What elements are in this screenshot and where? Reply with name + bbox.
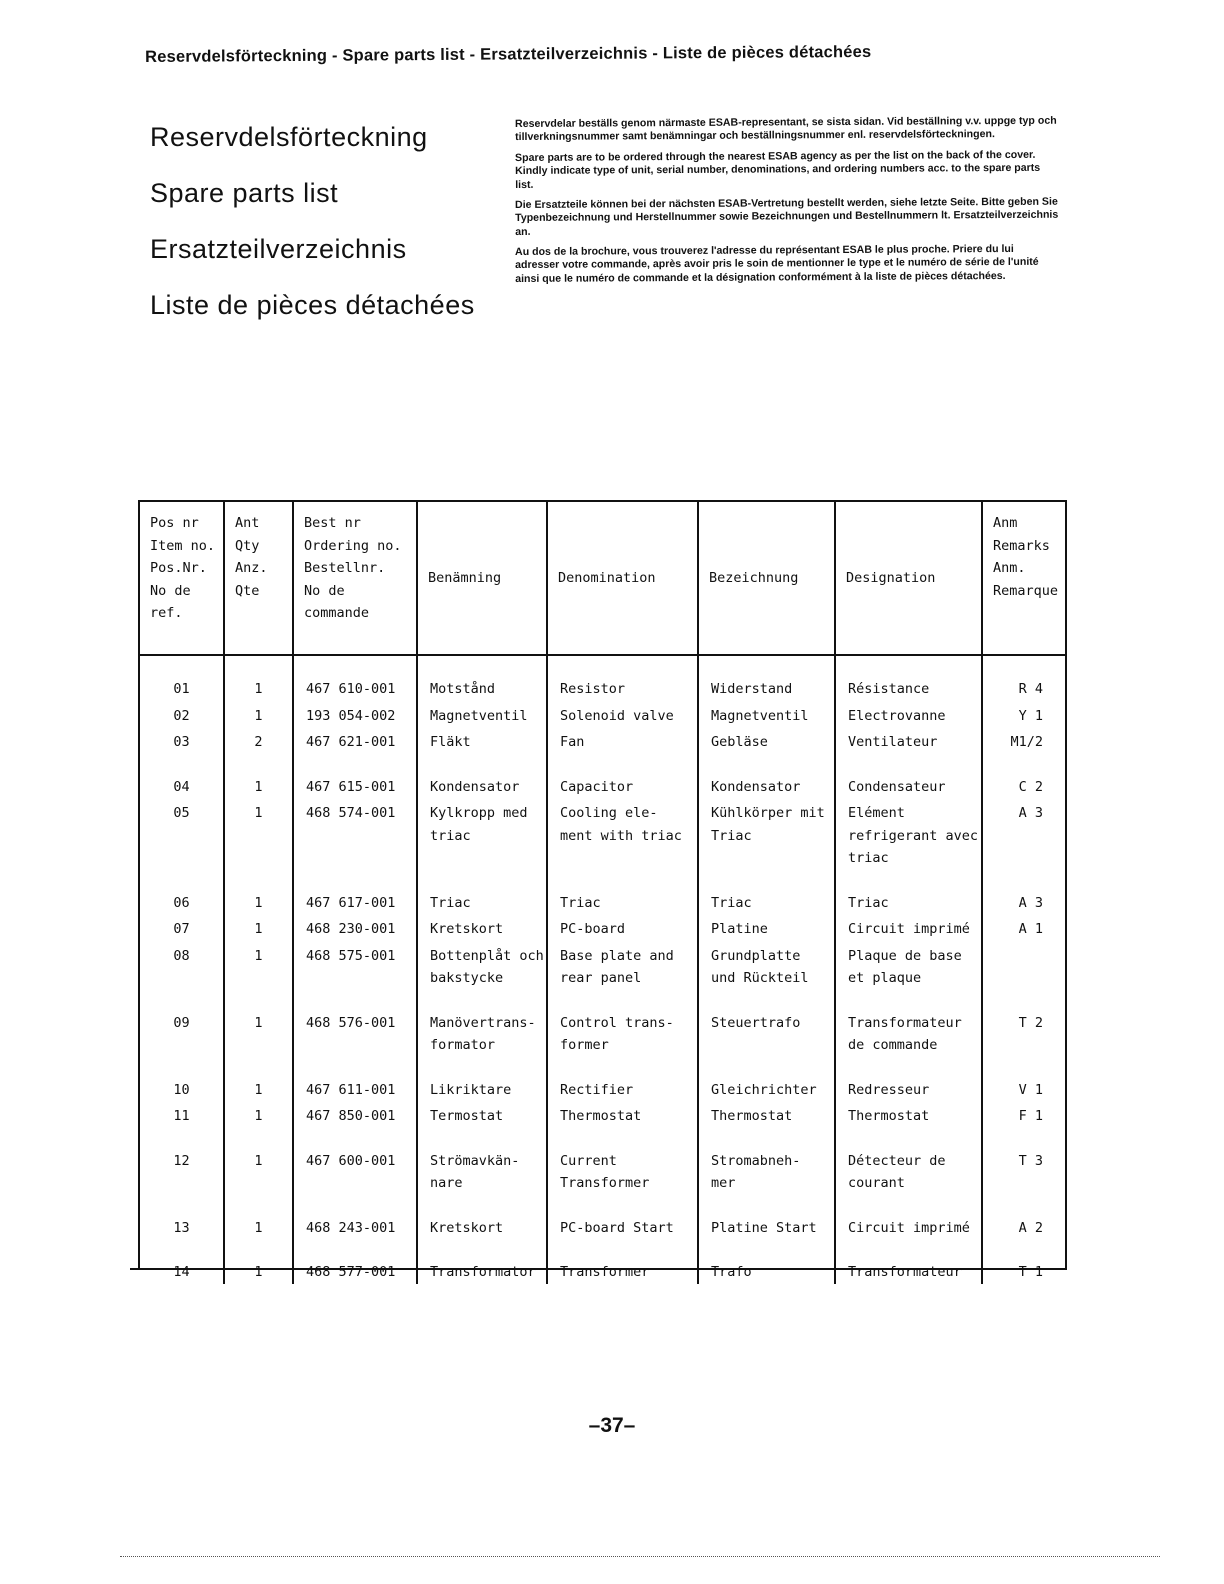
cell-pos: 04: [173, 778, 190, 795]
cell-denomination: PC-board: [547, 914, 698, 941]
table-row: [140, 1057, 1065, 1102]
cell-designation: Thermostat: [835, 1101, 982, 1128]
cell-bezeichnung: Platine Start: [698, 1195, 835, 1240]
cell-pos: 09: [173, 1014, 190, 1031]
cell-pos: 14: [173, 1264, 190, 1280]
cell-denomination: Resistor: [547, 655, 698, 701]
cell-ordering-no: 467 611-001: [293, 1057, 417, 1102]
cell-denomination: PC-board Start: [547, 1195, 698, 1240]
header-bezeichnung: Bezeichnung: [698, 502, 835, 655]
cell-qty: 1: [224, 701, 293, 728]
cell-pos: 05: [173, 805, 190, 821]
cell-ordering-no: 468 243-001: [293, 1195, 417, 1240]
cell-remarks: A 3: [982, 870, 1065, 915]
cell-pos: 13: [173, 1219, 190, 1236]
cell-designation: Ventilateur: [835, 727, 982, 754]
header-benamning: Benämning: [417, 502, 547, 655]
cell-qty: 1: [224, 1239, 293, 1284]
cell-designation: Elément refrigerant avec triac: [835, 798, 982, 870]
cell-benamning: Triac: [417, 870, 547, 915]
cell-qty: 1: [224, 914, 293, 941]
cell-denomination: Rectifier: [547, 1057, 698, 1102]
header-designation: Designation: [835, 502, 982, 655]
cell-denomination: Triac: [547, 870, 698, 915]
cell-qty: 1: [224, 754, 293, 799]
cell-ordering-no: 467 600-001: [293, 1128, 417, 1195]
cell-benamning: Kretskort: [417, 1195, 547, 1240]
cell-qty: 1: [224, 941, 293, 990]
ordering-instructions: [515, 114, 1060, 293]
footer-rule: [120, 1556, 1160, 1557]
cell-ordering-no: 467 621-001: [293, 727, 417, 754]
title-german: Ersatzteilverzeichnis: [150, 234, 407, 264]
title-english: Spare parts list: [150, 178, 339, 208]
cell-bezeichnung: Triac: [698, 870, 835, 915]
cell-ordering-no: 468 577-001: [293, 1239, 417, 1284]
cell-ordering-no: 467 610-001: [293, 655, 417, 701]
table-row: [140, 990, 1065, 1057]
table-row: [140, 701, 1065, 728]
table-row: [140, 941, 1065, 990]
table-edge-mark: [130, 1268, 140, 1270]
instruction-french: Au dos de la brochure, vous trouverez l'adresse du représentant ESAB le plus proche. Priere du lui adresser votre commande, après avoir pris le soin de mentionner le type et le numéro de série de l'unité ainsi que le numéro de commande et la désignation conformément à la liste de pièces détachées.: [515, 243, 1039, 286]
instruction-english: Spare parts are to be ordered through the nearest ESAB agency as per the list on the back of the cover. Kindly indicate type of unit, serial number, denominations, and ordering numbers acc. to the spare parts list.: [515, 148, 1041, 191]
cell-designation: Transformateur: [835, 1239, 982, 1284]
cell-benamning: Manövertrans- formator: [417, 990, 547, 1057]
cell-designation: Electrovanne: [835, 701, 982, 728]
cell-remarks: T 2: [982, 990, 1065, 1057]
cell-denomination: Current Transformer: [547, 1128, 698, 1195]
cell-denomination: Thermostat: [547, 1101, 698, 1128]
cell-denomination: Capacitor: [547, 754, 698, 799]
cell-denomination: Base plate and rear panel: [547, 941, 698, 990]
cell-qty: 1: [224, 1101, 293, 1128]
cell-bezeichnung: Trafo: [698, 1239, 835, 1284]
cell-qty: 1: [224, 1057, 293, 1102]
table-row: [140, 1195, 1065, 1240]
cell-benamning: Strömavkän- nare: [417, 1128, 547, 1195]
cell-benamning: Likriktare: [417, 1057, 547, 1102]
cell-bezeichnung: Platine: [698, 914, 835, 941]
table-row: [140, 754, 1065, 799]
table-row: [140, 914, 1065, 941]
cell-remarks: M1/2: [982, 727, 1065, 754]
cell-remarks: T 3: [982, 1128, 1065, 1195]
cell-pos: 08: [173, 947, 190, 964]
cell-designation: Circuit imprimé: [835, 1195, 982, 1240]
cell-bezeichnung: Kühlkörper mit Triac: [698, 798, 835, 870]
cell-ordering-no: 468 576-001: [293, 990, 417, 1057]
cell-qty: 1: [224, 655, 293, 701]
cell-benamning: Kylkropp med triac: [417, 798, 547, 870]
cell-benamning: Transformator: [417, 1239, 547, 1284]
header-remarks: Anm Remarks Anm. Remarque: [982, 502, 1065, 655]
cell-pos: 06: [173, 894, 190, 911]
cell-benamning: Kondensator: [417, 754, 547, 799]
cell-bezeichnung: Magnetventil: [698, 701, 835, 728]
cell-bezeichnung: Widerstand: [698, 655, 835, 701]
cell-bezeichnung: Stromabneh- mer: [698, 1128, 835, 1195]
cell-remarks: A 3: [982, 798, 1065, 870]
cell-ordering-no: 193 054-002: [293, 701, 417, 728]
cell-benamning: Bottenplåt och bakstycke: [417, 941, 547, 990]
cell-designation: Redresseur: [835, 1057, 982, 1102]
cell-bezeichnung: Gleichrichter: [698, 1057, 835, 1102]
cell-remarks: A 2: [982, 1195, 1065, 1240]
cell-remarks: C 2: [982, 754, 1065, 799]
cell-ordering-no: 468 575-001: [293, 941, 417, 990]
table-row: [140, 1128, 1065, 1195]
cell-qty: 1: [224, 1128, 293, 1195]
cell-designation: Transformateur de commande: [835, 990, 982, 1057]
header-denomination: Denomination: [547, 502, 698, 655]
title-block: [150, 118, 510, 342]
table-row: [140, 870, 1065, 915]
cell-pos: 12: [173, 1152, 190, 1169]
cell-qty: 1: [224, 798, 293, 870]
table-row: [140, 1101, 1065, 1128]
title-swedish: Reservdelsförteckning: [150, 122, 428, 152]
cell-qty: 1: [224, 1195, 293, 1240]
cell-ordering-no: 467 615-001: [293, 754, 417, 799]
cell-denomination: Solenoid valve: [547, 701, 698, 728]
cell-remarks: F 1: [982, 1101, 1065, 1128]
cell-bezeichnung: Thermostat: [698, 1101, 835, 1128]
cell-benamning: Fläkt: [417, 727, 547, 754]
cell-benamning: Motstånd: [417, 655, 547, 701]
cell-ordering-no: 468 230-001: [293, 914, 417, 941]
cell-pos: 01: [173, 681, 190, 697]
cell-remarks: T 1: [982, 1239, 1065, 1284]
cell-designation: Circuit imprimé: [835, 914, 982, 941]
cell-designation: Condensateur: [835, 754, 982, 799]
cell-remarks: V 1: [982, 1057, 1065, 1102]
cell-denomination: Control trans- former: [547, 990, 698, 1057]
cell-denomination: Cooling ele- ment with triac: [547, 798, 698, 870]
spare-parts-table: [140, 502, 1065, 1284]
cell-benamning: Magnetventil: [417, 701, 547, 728]
cell-designation: Triac: [835, 870, 982, 915]
cell-bezeichnung: Kondensator: [698, 754, 835, 799]
table-row: [140, 655, 1065, 701]
cell-ordering-no: 468 574-001: [293, 798, 417, 870]
cell-designation: Détecteur de courant: [835, 1128, 982, 1195]
page-number: –37–: [588, 1414, 636, 1437]
table-header-row: [140, 502, 1065, 655]
cell-bezeichnung: Grundplatte und Rückteil: [698, 941, 835, 990]
header-ordering-no: Best nr Ordering no. Bestellnr. No de commande: [293, 502, 417, 655]
cell-remarks: R 4: [982, 655, 1065, 701]
table-row: [140, 798, 1065, 870]
cell-pos: 11: [173, 1108, 190, 1124]
cell-pos: 07: [173, 921, 190, 937]
cell-qty: 2: [224, 727, 293, 754]
spare-parts-table-frame: [138, 500, 1067, 1280]
cell-ordering-no: 467 617-001: [293, 870, 417, 915]
cell-ordering-no: 467 850-001: [293, 1101, 417, 1128]
cell-bezeichnung: Gebläse: [698, 727, 835, 754]
cell-remarks: [982, 941, 1065, 990]
cell-pos: 02: [173, 707, 190, 724]
table-row: [140, 1239, 1065, 1284]
cell-benamning: Kretskort: [417, 914, 547, 941]
cell-pos: 03: [173, 734, 190, 750]
cell-remarks: Y 1: [982, 701, 1065, 728]
cell-designation: Plaque de base et plaque: [835, 941, 982, 990]
cell-designation: Résistance: [835, 655, 982, 701]
header-pos: Pos nr Item no. Pos.Nr. No de ref.: [140, 502, 224, 655]
title-french: Liste de pièces détachées: [150, 290, 475, 320]
cell-qty: 1: [224, 990, 293, 1057]
cell-bezeichnung: Steuertrafo: [698, 990, 835, 1057]
table-row: [140, 727, 1065, 754]
cell-qty: 1: [224, 870, 293, 915]
instruction-german: Die Ersatzteile können bei der nächsten ESAB-Vertretung bestellt werden, siehe letzte Seite. Bitte geben Sie Typenbezeichnung und Herstellnummer sowie Bezeichnungen und Bestellnummern lt. Ersatzteilverzeichnis an.: [515, 195, 1059, 238]
cell-remarks: A 1: [982, 914, 1065, 941]
cell-benamning: Termostat: [417, 1101, 547, 1128]
header-qty: Ant Qty Anz. Qte: [224, 502, 293, 655]
cell-pos: 10: [173, 1081, 190, 1098]
parts-table-body: [140, 655, 1065, 1284]
instruction-swedish: Reservdelar beställs genom närmaste ESAB-representant, se sista sidan. Vid beställning v.v. uppge typ och tillverkningsnummer samt benämningar och beställningsnummer enl. reservdelsförteckningen.: [515, 114, 1057, 144]
running-header: Reservdelsförteckning - Spare parts list - Ersatzteilverzeichnis - Liste de pièces détachées: [145, 42, 872, 66]
cell-denomination: Transformer: [547, 1239, 698, 1284]
cell-denomination: Fan: [547, 727, 698, 754]
